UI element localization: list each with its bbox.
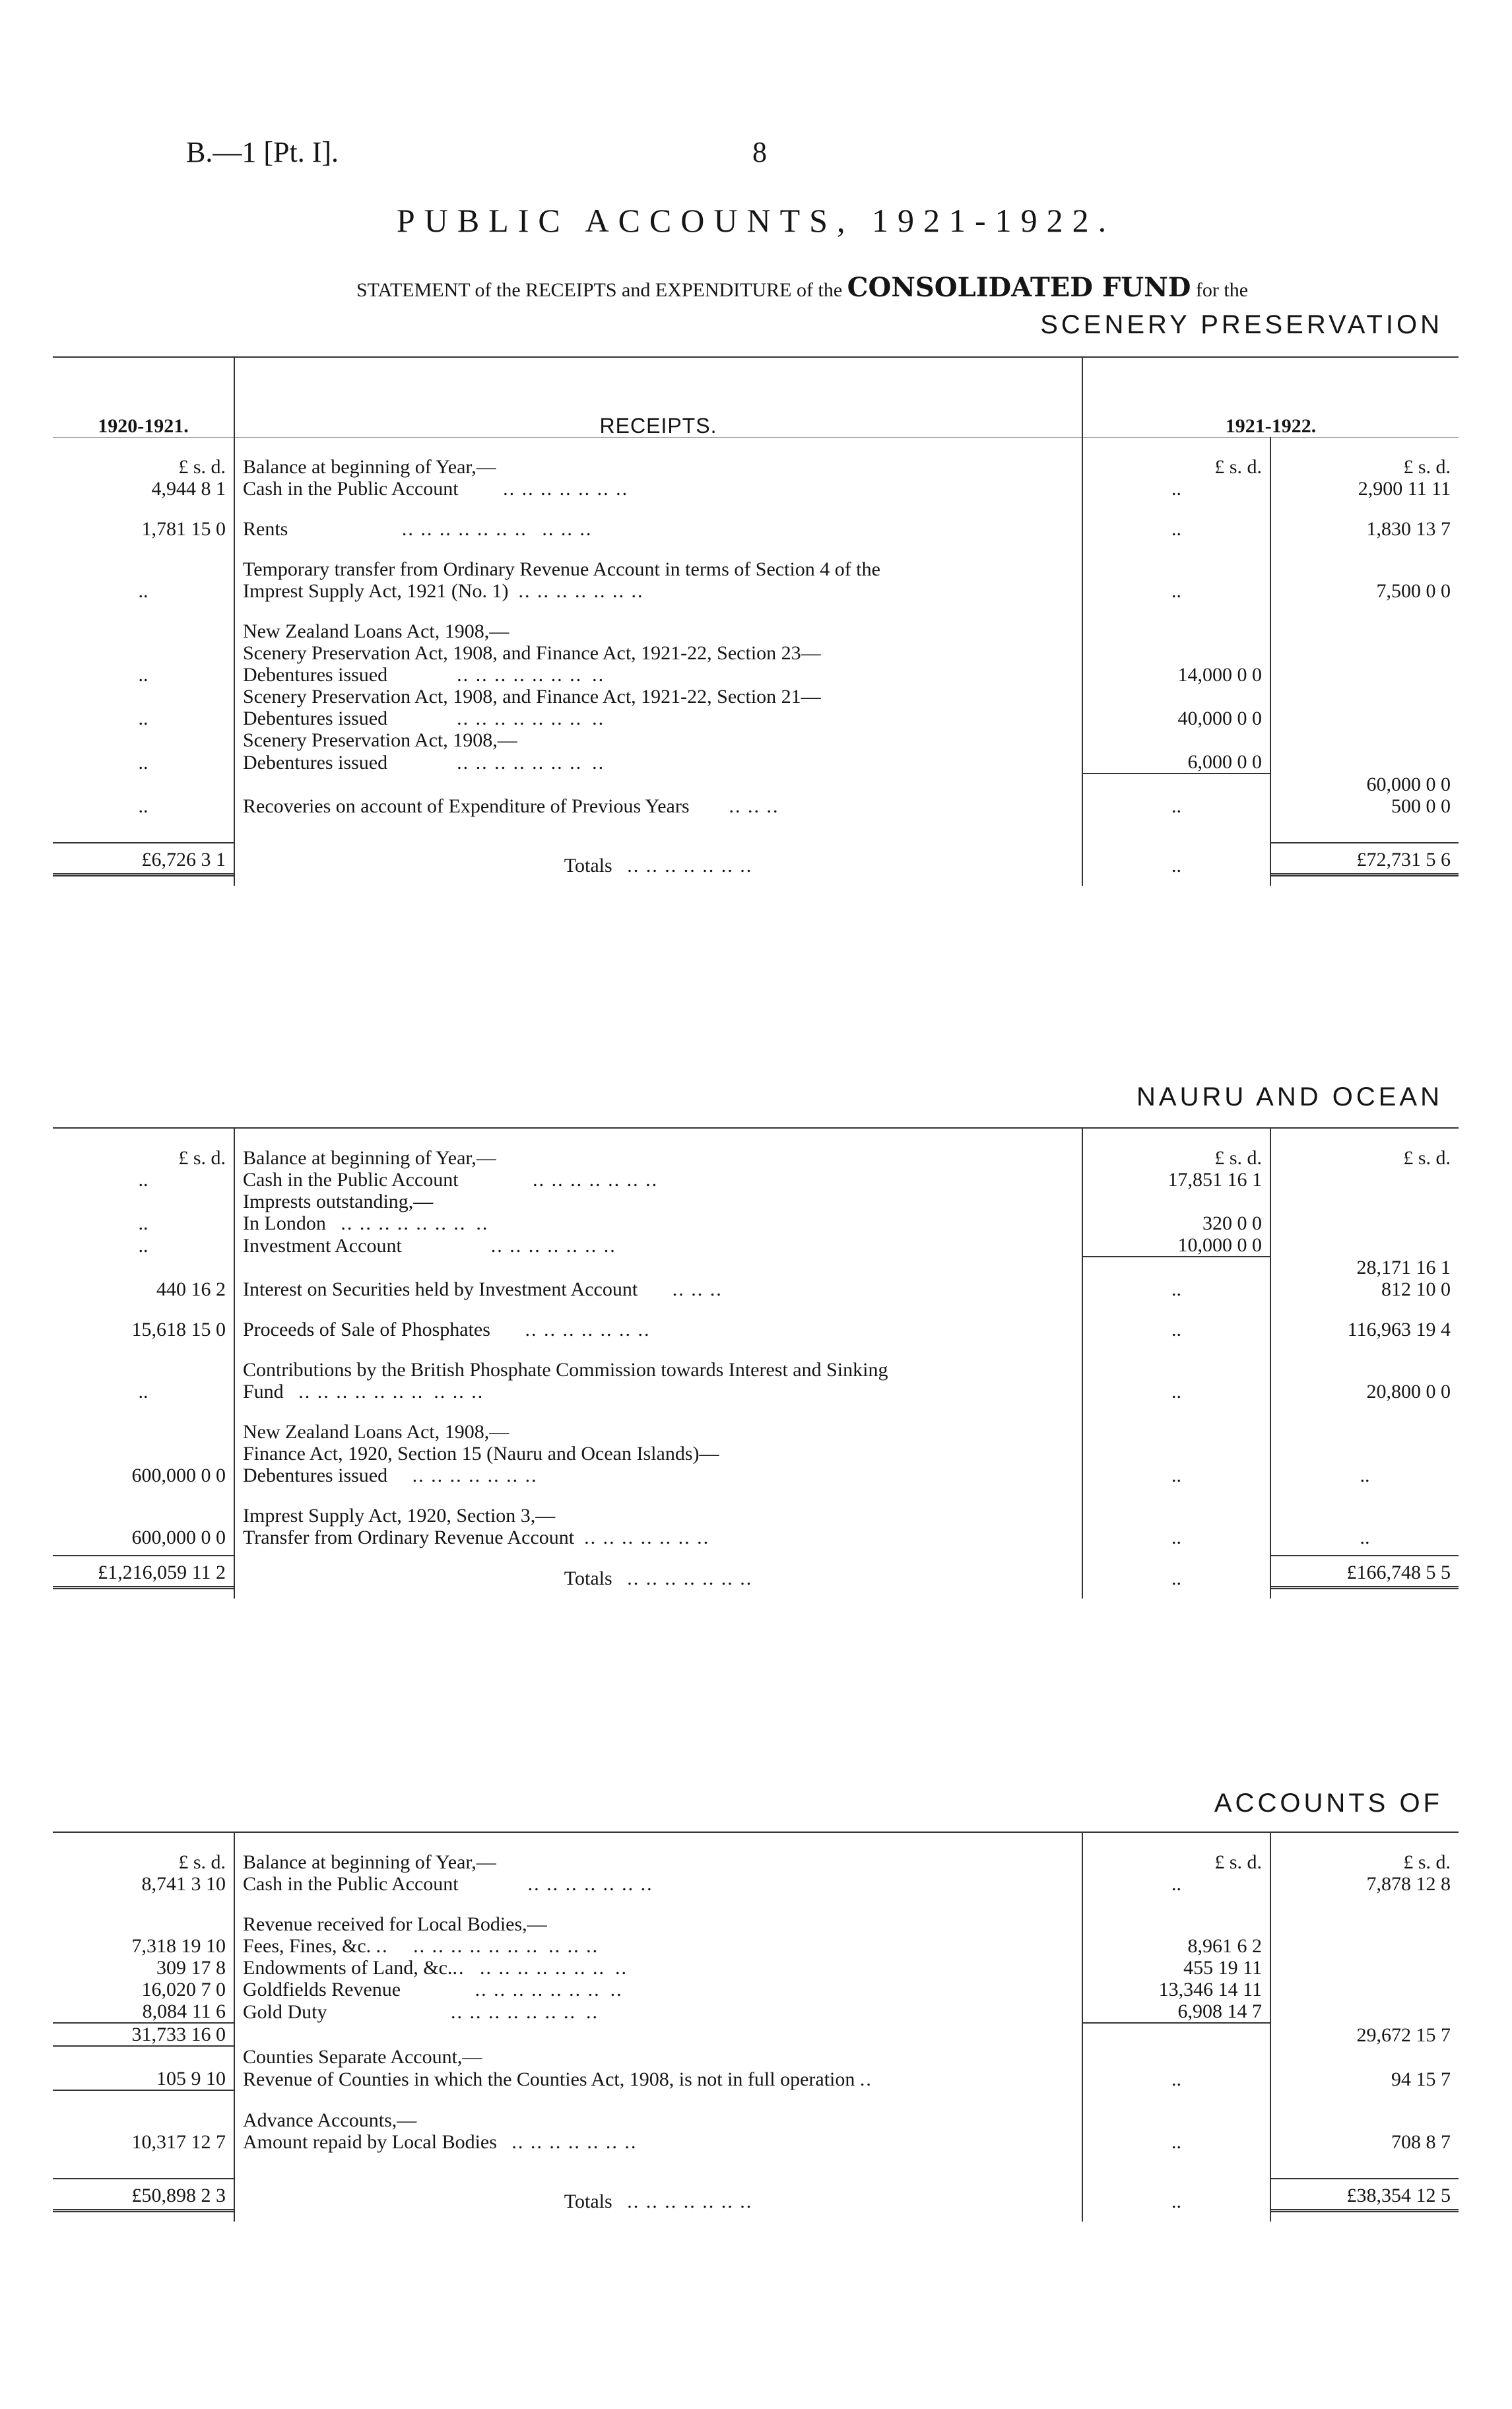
amount-curr: 7,500 0 0 <box>1270 580 1459 602</box>
table-row <box>53 686 1459 708</box>
currency-header: £ s. d. <box>1082 1851 1270 1873</box>
row-label: Imprest Supply Act, 1920, Section 3,— <box>234 1505 1082 1527</box>
table-row <box>53 1319 1459 1340</box>
table-row <box>53 2000 1459 2023</box>
col-curr-year: 1921-1922. <box>1082 357 1459 438</box>
row-label: Advance Accounts,— <box>234 2109 1082 2131</box>
table-row <box>53 1234 1459 1257</box>
row-label: Finance Act, 1920, Section 15 (Nauru and Ocean Islands)— <box>234 1443 1082 1465</box>
amount-curr: 7,878 12 8 <box>1270 1873 1459 1895</box>
amount-prev: 10,317 12 7 <box>131 2131 226 2153</box>
table-row <box>53 2109 1459 2131</box>
row-label: Contributions by the British Phosphate Commission towards Interest and Sinking <box>234 1359 1082 1381</box>
table-row <box>53 1381 1459 1402</box>
table-row <box>53 1913 1459 1935</box>
currency-header: £ s. d. <box>1270 456 1459 478</box>
leader: .. <box>138 1381 148 1402</box>
totals-row <box>53 2171 1459 2222</box>
table-row <box>53 1979 1459 2000</box>
page-title: PUBLIC ACCOUNTS, 1921-1922. <box>396 202 1116 239</box>
row-label: Recoveries on account of Expenditure of Previous Years .. .. .. <box>234 795 1082 817</box>
amount-prev: 440 16 2 <box>156 1278 226 1300</box>
section-heading-scenery: SCENERY PRESERVATION <box>1040 310 1443 339</box>
statement-suffix: for the <box>1195 279 1249 301</box>
amount-prev: 309 17 8 <box>156 1957 226 1979</box>
amount-prev: 4,944 8 1 <box>151 478 226 500</box>
row-label: Rents .. .. .. .. .. .. .. .. .. .. <box>234 518 1082 540</box>
row-label: Transfer from Ordinary Revenue Account .. .. .. .. .. .. .. <box>234 1527 1082 1548</box>
amount-curr: 20,800 0 0 <box>1270 1381 1459 1402</box>
row-label: Debentures issued .. .. .. .. .. .. .. .. <box>234 708 1082 729</box>
table-row <box>53 580 1459 602</box>
leader: .. <box>1082 1527 1270 1548</box>
total-prev: £50,898 2 3 <box>53 2178 234 2212</box>
row-label: Debentures issued .. .. .. .. .. .. .. .. <box>234 664 1082 686</box>
row-label: Imprests outstanding,— <box>234 1191 1082 1212</box>
total-curr: £166,748 5 5 <box>1271 1555 1459 1589</box>
amount-curr: 500 0 0 <box>1270 795 1459 817</box>
table-row <box>53 1191 1459 1212</box>
table-row <box>53 708 1459 729</box>
table-row <box>53 558 1459 580</box>
amount-prev: 31,733 16 0 <box>53 2023 234 2046</box>
table-row <box>53 2046 1459 2068</box>
table-row <box>53 751 1459 774</box>
table-header-row <box>53 357 1459 438</box>
statement-fund: CONSOLIDATED FUND <box>847 272 1191 303</box>
amount-prev: 7,318 19 10 <box>131 1935 226 1957</box>
amount-sub: 13,346 14 11 <box>1082 1979 1270 2000</box>
amount-prev: 16,020 7 0 <box>141 1979 226 2000</box>
row-label: Temporary transfer from Ordinary Revenue Account in terms of Section 4 of the <box>234 558 1082 580</box>
total-prev: £6,726 3 1 <box>53 842 234 876</box>
leader: .. <box>1082 836 1270 886</box>
table-row <box>53 795 1459 817</box>
amount-prev: 1,781 15 0 <box>141 518 226 540</box>
amount-curr: 708 8 7 <box>1270 2131 1459 2153</box>
table-row <box>53 729 1459 751</box>
amount-sub: 17,851 16 1 <box>1082 1169 1270 1191</box>
statement-line <box>356 272 1248 303</box>
amount-prev: 600,000 0 0 <box>131 1465 226 1486</box>
leader: .. <box>1082 2131 1270 2153</box>
row-label: New Zealand Loans Act, 1908,— <box>234 1421 1082 1443</box>
row-label: Debentures issued .. .. .. .. .. .. .. .. <box>234 751 1082 774</box>
table-row <box>53 1527 1459 1548</box>
row-label: Counties Separate Account,— <box>234 2046 1082 2068</box>
section-heading-accounts-of: ACCOUNTS OF <box>1214 1789 1443 1818</box>
leader: .. <box>138 795 148 817</box>
table-row <box>53 1147 1459 1169</box>
col-prev-year: 1920-1921. <box>53 357 234 438</box>
totals-label: Totals .. .. .. .. .. .. .. <box>234 1548 1082 1599</box>
amount-sub: 8,961 6 2 <box>1082 1935 1270 1957</box>
row-label: Revenue of Counties in which the Counties Act, 1908, is not in full operation .. <box>234 2068 1082 2090</box>
leader: .. <box>138 580 148 602</box>
row-label: Proceeds of Sale of Phosphates .. .. .. .. .. .. .. <box>234 1319 1082 1340</box>
total-curr: £38,354 12 5 <box>1271 2178 1459 2212</box>
amount-curr: 116,963 19 4 <box>1270 1319 1459 1340</box>
leader: .. <box>1082 1319 1270 1340</box>
row-label: Gold Duty .. .. .. .. .. .. .. .. <box>234 2000 1082 2023</box>
amount-sub: 40,000 0 0 <box>1082 708 1270 729</box>
table-row <box>53 1212 1459 1234</box>
leader: .. <box>1082 795 1270 817</box>
leader: .. <box>138 752 148 774</box>
row-label: Revenue received for Local Bodies,— <box>234 1913 1082 1935</box>
amount-curr: 2,900 11 11 <box>1270 478 1459 500</box>
leader: .. <box>138 708 148 729</box>
table-row <box>53 774 1459 795</box>
row-label: Fund .. .. .. .. .. .. .. .. .. .. <box>234 1381 1082 1402</box>
row-label: Endowments of Land, &c... .. .. .. .. .. .. .. .. <box>234 1957 1082 1979</box>
totals-label: Totals .. .. .. .. .. .. .. <box>234 2171 1082 2222</box>
amount-curr: 28,171 16 1 <box>1270 1257 1459 1278</box>
row-label: Imprest Supply Act, 1921 (No. 1) .. .. .. .. .. .. .. <box>234 580 1082 602</box>
table-row <box>53 1169 1459 1191</box>
leader: .. <box>1082 2068 1270 2090</box>
table-row <box>53 620 1459 642</box>
row-label: Fees, Fines, &c. .. .. .. .. .. .. .. .. .. .. .. <box>234 1935 1082 1957</box>
amount-sub: 455 19 11 <box>1082 1957 1270 1979</box>
amount-curr: 60,000 0 0 <box>1270 774 1459 795</box>
page-number: 8 <box>752 136 767 168</box>
section-heading-nauru: NAURU AND OCEAN <box>1136 1082 1443 1111</box>
row-label: Scenery Preservation Act, 1908, and Finance Act, 1921-22, Section 23— <box>234 642 1082 664</box>
amount-sub: 10,000 0 0 <box>1082 1234 1270 1257</box>
amount-curr: 812 10 0 <box>1270 1278 1459 1300</box>
table-row <box>53 1465 1459 1486</box>
leader: .. <box>1082 1278 1270 1300</box>
leader: .. <box>1270 1527 1459 1548</box>
leader: .. <box>1082 518 1270 540</box>
statement-prefix: STATEMENT of the RECEIPTS and EXPENDITURE of the <box>356 279 843 301</box>
row-label: Cash in the Public Account .. .. .. .. .. .. .. <box>234 1169 1082 1191</box>
amount-prev: 8,084 11 6 <box>53 2000 234 2023</box>
table-row <box>53 1257 1459 1278</box>
table-row <box>53 2068 1459 2090</box>
row-label: New Zealand Loans Act, 1908,— <box>234 620 1082 642</box>
amount-prev: 15,618 15 0 <box>131 1319 226 1340</box>
table-row <box>53 1421 1459 1443</box>
total-curr: £72,731 5 6 <box>1271 842 1459 876</box>
totals-label: Totals .. .. .. .. .. .. .. <box>234 836 1082 886</box>
leader: .. <box>1082 1873 1270 1895</box>
leader: .. <box>1082 478 1270 500</box>
row-label: Investment Account .. .. .. .. .. .. .. <box>234 1234 1082 1257</box>
leader: .. <box>1082 1381 1270 1402</box>
leader: .. <box>138 1212 148 1234</box>
currency-header: £ s. d. <box>178 1851 226 1873</box>
table-row <box>53 2131 1459 2153</box>
table-row <box>53 2023 1459 2046</box>
table-row <box>53 1359 1459 1381</box>
row-label: Balance at beginning of Year,— <box>234 456 1082 478</box>
amount-sub: 14,000 0 0 <box>1082 664 1270 686</box>
row-label: Cash in the Public Account .. .. .. .. .. .. .. <box>234 1873 1082 1895</box>
accounts-of-table <box>53 1832 1459 2222</box>
amount-curr: 29,672 15 7 <box>1270 2023 1459 2046</box>
amount-prev: 105 9 10 <box>53 2068 234 2090</box>
amount-sub: 6,000 0 0 <box>1082 751 1270 774</box>
row-label: Debentures issued .. .. .. .. .. .. .. <box>234 1465 1082 1486</box>
leader: .. <box>1082 580 1270 602</box>
table-row <box>53 664 1459 686</box>
leader: .. <box>1082 1465 1270 1486</box>
leader: .. <box>1082 2171 1270 2222</box>
row-label: Interest on Securities held by Investment Account .. .. .. <box>234 1278 1082 1300</box>
nauru-ocean-table <box>53 1127 1459 1599</box>
table-row <box>53 518 1459 540</box>
table-row <box>53 1957 1459 1979</box>
table-row <box>53 1505 1459 1527</box>
leader: .. <box>138 1169 148 1191</box>
table-row <box>53 1851 1459 1873</box>
row-label: Goldfields Revenue .. .. .. .. .. .. .. .. <box>234 1979 1082 2000</box>
amount-curr: 1,830 13 7 <box>1270 518 1459 540</box>
amount-sub: 6,908 14 7 <box>1082 2000 1270 2023</box>
amount-sub: 320 0 0 <box>1082 1212 1270 1234</box>
row-label: Amount repaid by Local Bodies .. .. .. .. .. .. .. <box>234 2131 1082 2153</box>
leader: .. <box>138 664 148 686</box>
table-row <box>53 1873 1459 1895</box>
amount-curr: 94 15 7 <box>1270 2068 1459 2090</box>
currency-header: £ s. d. <box>1082 456 1270 478</box>
table-row <box>53 456 1459 478</box>
totals-row <box>53 836 1459 886</box>
amount-prev: 600,000 0 0 <box>131 1527 226 1548</box>
table-row <box>53 478 1459 500</box>
currency-header: £ s. d. <box>1082 1147 1270 1169</box>
row-label: Scenery Preservation Act, 1908,— <box>234 729 1082 751</box>
row-label: Balance at beginning of Year,— <box>234 1851 1082 1873</box>
scenery-preservation-table <box>53 356 1459 886</box>
table-row <box>53 642 1459 664</box>
currency-header: £ s. d. <box>178 456 226 478</box>
total-prev: £1,216,059 11 2 <box>53 1555 234 1589</box>
document-reference: B.—1 [Pt. I]. <box>186 136 339 168</box>
table-row <box>53 1278 1459 1300</box>
table-row <box>53 1443 1459 1465</box>
row-label: In London .. .. .. .. .. .. .. .. <box>234 1212 1082 1234</box>
totals-row <box>53 1548 1459 1599</box>
leader: .. <box>1082 1548 1270 1599</box>
table-row <box>53 1935 1459 1957</box>
currency-header: £ s. d. <box>178 1147 226 1169</box>
leader: .. <box>138 1235 148 1257</box>
leader: .. <box>1270 1465 1459 1486</box>
row-label: Scenery Preservation Act, 1908, and Finance Act, 1921-22, Section 21— <box>234 686 1082 708</box>
currency-header: £ s. d. <box>1270 1147 1459 1169</box>
row-label: Cash in the Public Account .. .. .. .. .. .. .. <box>234 478 1082 500</box>
amount-prev: 8,741 3 10 <box>141 1873 226 1895</box>
row-label: Balance at beginning of Year,— <box>234 1147 1082 1169</box>
col-receipts: RECEIPTS. <box>234 357 1082 438</box>
currency-header: £ s. d. <box>1270 1851 1459 1873</box>
